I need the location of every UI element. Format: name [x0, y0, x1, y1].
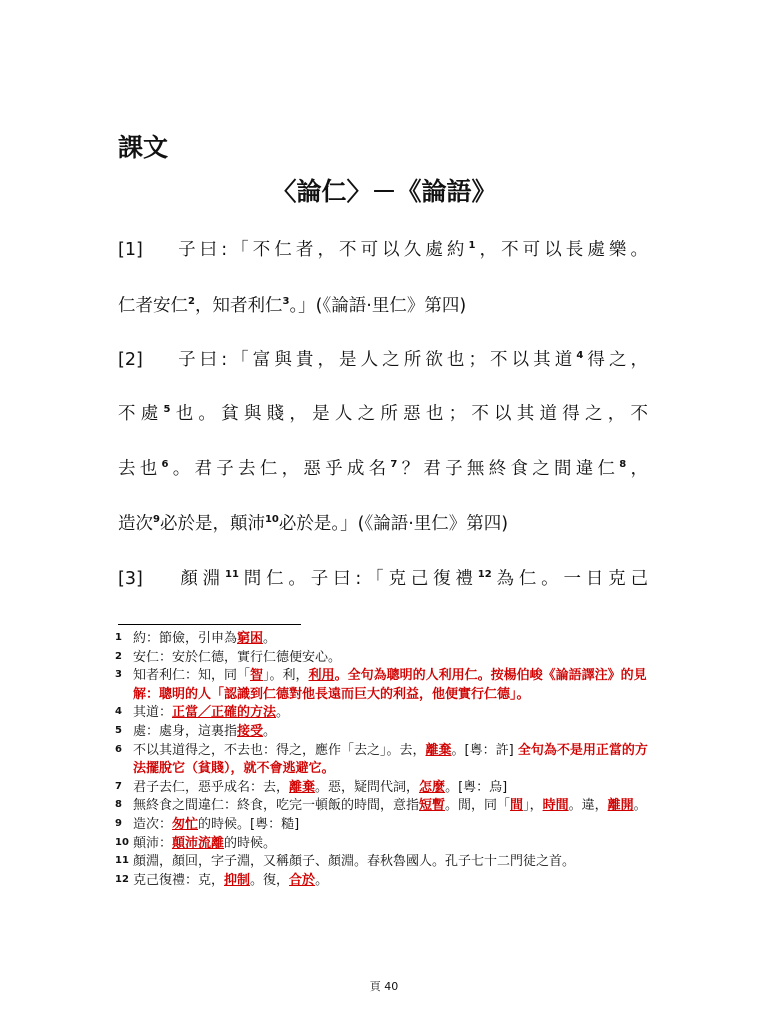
- footnote-item: [113, 779, 658, 798]
- footnote-text: 。全句為聰明的人利用仁。按楊伯峻《論語譯注》的見解：聰明的人「認識到仁德對他長遠而巨大的利益，他便實行仁德」。: [133, 668, 647, 702]
- footnote-keyword: 短暫: [419, 798, 446, 814]
- footnote-ref[interactable]: 11: [225, 569, 239, 581]
- footnote-ref[interactable]: 7: [390, 459, 398, 471]
- footnote-keyword: 離開: [607, 798, 634, 814]
- footnote-text: 。閒，同「: [445, 798, 511, 814]
- footnote-text: 君子去仁，惡乎成名：去，: [133, 779, 290, 795]
- footnote-text: 其道：: [133, 705, 173, 721]
- footnote-keyword: 接受: [237, 723, 264, 739]
- footnote-text: 克己復禮：克，: [133, 872, 225, 888]
- footnote-ref[interactable]: 9: [153, 514, 160, 526]
- footnote-text: 。: [315, 872, 329, 888]
- footnote-text: 顛沛：: [133, 835, 173, 851]
- text-line-5: 去也$^6$。君子去仁，惡乎成名$^7$？君子無終食之間違仁$^8$，: [118, 459, 649, 479]
- text-line-6: 造次$^9$必於是，顛沛$^{10}$必於是。」(《論語·里仁》第四): [118, 514, 509, 534]
- footnote-text: 不以其道得之，不去也：得之，應作「去之」。去，: [133, 742, 426, 758]
- text-line-2: 仁者安仁$^2$，知者利仁$^3$。」(《論語·里仁》第四): [118, 296, 467, 316]
- footnote-number: 6: [115, 743, 122, 755]
- footnote-text: 。: [633, 798, 647, 814]
- footnote-text: 」。利，: [263, 668, 309, 684]
- footnote-keyword: 正當／正確的方法: [172, 705, 277, 721]
- footnote-ref[interactable]: 8: [619, 459, 627, 471]
- footnote-number: 5: [115, 724, 122, 736]
- footnote-item: [113, 872, 658, 891]
- footnote-item: [113, 797, 658, 816]
- footnote-text: 。[粵：烏]: [445, 779, 508, 795]
- footnote-keyword: 離棄: [289, 779, 316, 795]
- footnote-number: 4: [115, 706, 122, 718]
- footnote-keyword: 窮困: [237, 631, 264, 646]
- footnote-item: [113, 704, 658, 723]
- footnotes-list: [113, 630, 658, 890]
- footnote-text: 。違，: [568, 798, 608, 814]
- footnote-text: 」，: [523, 798, 543, 814]
- footnote-number: 7: [115, 780, 122, 792]
- text-line-1: [1] 子曰:「不仁者，不可以久處約$^1$，不可以長處樂。: [118, 240, 649, 260]
- footnote-keyword: 顛沛流離: [172, 835, 225, 851]
- footnote-item: [113, 667, 658, 704]
- footnote-keyword: 利用: [308, 668, 335, 684]
- footnote-keyword: 智: [250, 668, 264, 684]
- footnote-text: 造次：: [133, 816, 173, 832]
- lesson-title: 〈論仁〉－《論語》: [271, 177, 497, 206]
- footnote-item: [113, 649, 658, 668]
- section-title: 課文: [118, 133, 169, 162]
- footnote-ref[interactable]: 6: [161, 459, 169, 471]
- footnote-text: 無終食之間違仁：終食，吃完一頓飯的時間，意指: [133, 798, 420, 814]
- footnote-item: [113, 853, 658, 872]
- footnote-text: 處：處身，這裏指: [133, 723, 238, 739]
- footnote-keyword: 離棄: [425, 742, 452, 758]
- footnote-ref[interactable]: 10: [264, 514, 279, 526]
- footnote-number: 2: [115, 650, 122, 662]
- footnote-ref[interactable]: 4: [576, 350, 584, 362]
- footnote-keyword: 匆忙: [172, 816, 199, 832]
- footnote-text: 顏淵，顏回，字子淵，又稱顏子、顏淵。春秋魯國人。孔子七十二門徒之首。: [133, 854, 576, 870]
- footnote-item: [113, 742, 658, 779]
- text-line-7: [3] 顏淵$^{11}$問仁。子曰:「克己復禮$^{12}$為仁。一日克己: [118, 569, 648, 589]
- footnote-text: 約：節儉，引申為: [133, 631, 238, 646]
- footnote-text: 的時候。[粵：糙]: [198, 816, 300, 832]
- footnote-ref[interactable]: 5: [163, 404, 171, 416]
- footnote-text: 。惡，疑問代詞，: [315, 779, 420, 795]
- footnote-text: 。復，: [250, 872, 290, 888]
- footnote-text: 全句為不是用正當的方法擺脫它（貧賤），就不會逃避它。: [133, 742, 648, 777]
- footnote-text: 的時候。: [224, 835, 277, 851]
- footnote-ref[interactable]: 3: [282, 296, 290, 308]
- text-line-4: 不處$^5$也。貧與賤，是人之所惡也；不以其道得之，不: [118, 404, 649, 424]
- footnote-ref[interactable]: 1: [468, 240, 476, 252]
- footnote-item: [113, 816, 658, 835]
- footnote-keyword: 時間: [542, 798, 569, 814]
- footnote-number: 12: [115, 873, 129, 885]
- footnote-ref[interactable]: 12: [477, 569, 492, 581]
- footnote-item: [113, 723, 658, 742]
- footnote-number: 8: [115, 799, 122, 811]
- footnote-number: 10: [115, 836, 129, 848]
- footnote-divider: [118, 624, 301, 625]
- footnote-item: [113, 630, 658, 649]
- footnote-keyword: 間: [510, 798, 524, 814]
- footnote-text: 。: [263, 631, 277, 646]
- footnote-number: 11: [115, 855, 129, 867]
- footnote-keyword: 合於: [289, 872, 316, 888]
- page-number: 頁 40: [369, 980, 399, 993]
- footnote-number: 3: [115, 669, 122, 681]
- footnote-text: 。: [276, 705, 290, 721]
- text-line-3: [2] 子曰:「富與貴，是人之所欲也；不以其道$^4$得之，: [118, 350, 649, 370]
- footnote-text: 。[粵：許]: [451, 742, 518, 758]
- footnote-text: 。: [263, 723, 277, 739]
- footnote-text: 知者利仁：知，同「: [133, 668, 251, 684]
- footnote-item: [113, 835, 658, 854]
- footnote-keyword: 抑制: [224, 872, 251, 888]
- footnote-ref[interactable]: 2: [188, 296, 195, 308]
- footnote-number: 9: [115, 817, 122, 829]
- footnote-keyword: 怎麼: [419, 779, 446, 795]
- footnote-text: 安仁：安於仁德，實行仁德便安心。: [133, 649, 342, 665]
- footnote-number: 1: [115, 632, 122, 643]
